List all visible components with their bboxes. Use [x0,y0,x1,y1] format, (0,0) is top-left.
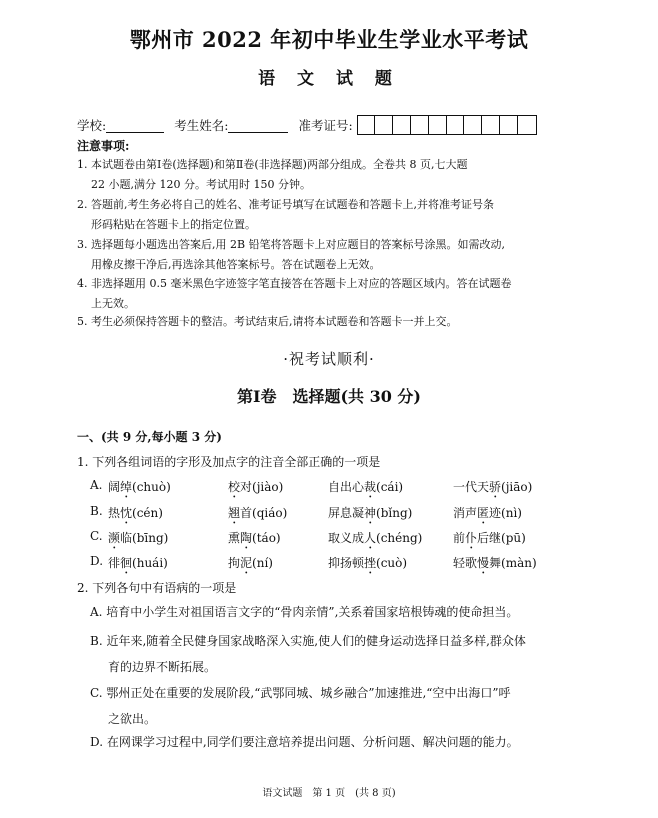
q1-word-item [328,478,403,501]
notes-heading: 注意事项: [77,139,130,153]
q1-word-item [108,554,168,577]
question-1-stem: 1. 下列各组词语的字形及加点字的注音全部正确的一项是 [77,455,381,469]
pinyin: (pū) [501,531,526,545]
pinyin: (cái) [376,480,404,494]
name-field[interactable] [228,118,288,133]
dotted-character: 匿 [477,506,490,520]
note-line: 形码粘贴在答题卡上的指定位置。 [91,218,256,231]
pinyin: (nì) [501,506,522,520]
pinyin: (bǐng) [376,506,413,520]
school-field[interactable] [106,118,164,133]
word-part: 自出心 [328,480,365,494]
dotted-character: 神 [364,506,377,520]
note-line: 1. 本试题卷由第Ⅰ卷(选择题)和第Ⅱ卷(非选择题)两部分组成。全卷共 8 页,七大题 [77,158,468,171]
word-part: 阔 [108,480,121,494]
note-item [77,155,467,195]
note-line: 3. 选择题每小题选出答案后,用 2B 铅笔将答题卡上对应题目的答案标号涂黑。如需改动, [77,238,506,251]
q1-word-item [328,504,412,527]
school-label: 学校: [77,118,107,133]
word-part: 抑扬顿 [328,556,365,570]
q2-option-b [90,628,526,680]
option-line: 育的边界不断拓展。 [108,660,217,674]
option-line: C. 鄂州正处在重要的发展阶段,“武鄂同城、城乡融合”加速推进,“空中出海口”呼 [90,686,511,700]
id-cell[interactable] [500,116,518,134]
page-footer: 语文试题 第 1 页 (共 8 页) [262,788,396,799]
dotted-character: 陶 [240,531,253,545]
q1-word-item [228,478,283,501]
id-cell[interactable] [464,116,482,134]
option-line: A. 培育中小学生对祖国语言文字的“骨肉亲情”,关系着国家培根铸魂的使命担当。 [90,605,519,619]
id-cell[interactable] [375,116,393,134]
pinyin: (màn) [501,556,537,570]
dotted-character: 仆 [465,531,478,545]
dotted-character: 挫 [364,556,377,570]
pinyin: (ní) [252,556,273,570]
q1-word-item [328,554,407,577]
id-cell[interactable] [447,116,465,134]
pinyin: (táo) [252,531,281,545]
name-label: 考生姓名: [174,118,229,133]
dotted-character: 人 [364,531,377,545]
part-heading: 一、(共 9 分,每小题 3 分) [77,430,222,444]
word-part: 一代天 [453,480,490,494]
pinyin: (chuò) [132,480,171,494]
dotted-character: 裁 [364,480,377,494]
note-line: 5. 考生必须保持答题卡的整洁。考试结束后,请将本试题卷和答题卡一并上交。 [77,315,458,328]
note-line: 4. 非选择题用 0.5 毫米黑色字迹签字笔直接答在答题卡上对应的答题区域内。答在试题卷 [77,277,512,290]
pinyin: (bīng) [132,531,169,545]
q1-word-item [228,504,287,527]
q1-word-item [228,529,281,552]
exam-subtitle: 语 文 试 题 [258,69,400,89]
note-item [77,235,505,275]
q1-word-item [108,529,168,552]
dotted-character: 绰 [120,480,133,494]
id-cell[interactable] [482,116,500,134]
pinyin: (cuò) [376,556,408,570]
note-line: 上无效。 [91,297,135,310]
word-part: 屏息凝 [328,506,365,520]
dotted-character: 骄 [489,480,502,494]
dotted-character: 校 [228,480,241,494]
question-2-stem: 2. 下列各句中有语病的一项是 [77,581,237,595]
id-cell[interactable] [411,116,429,134]
id-cell[interactable] [393,116,411,134]
word-part: 对 [240,480,253,494]
word-part: 迹 [489,506,502,520]
q1-word-item [453,504,522,527]
pinyin: (jiāo) [501,480,533,494]
q1-word-item [328,529,422,552]
pinyin: (qiáo) [252,506,288,520]
word-part: 拘 [228,556,241,570]
dotted-character: 濒 [108,531,121,545]
id-cell[interactable] [518,116,536,134]
word-part: 前 [453,531,466,545]
q1-word-item [108,504,163,527]
q1-option-label: D. [90,554,104,568]
q1-option-label: A. [90,478,103,492]
q1-option-label: B. [90,504,103,518]
q1-option-label: C. [90,529,103,543]
pinyin: (huái) [132,556,168,570]
word-part: 临 [120,531,133,545]
note-line: 用橡皮擦干净后,再选涂其他答案标号。答在试题卷上无效。 [91,258,381,271]
word-part: 消声 [453,506,478,520]
q1-word-item [453,529,526,552]
note-line: 22 小题,满分 120 分。考试用时 150 分钟。 [91,178,311,191]
dotted-character: 翘 [228,506,241,520]
id-cell[interactable] [358,116,376,134]
q2-option-a [90,602,518,622]
dotted-character: 徊 [120,556,133,570]
word-part: 首 [240,506,253,520]
word-part: 徘 [108,556,121,570]
word-part: 取义成 [328,531,365,545]
note-item [77,274,511,314]
word-part: 轻歌 [453,556,478,570]
q1-word-item [108,478,171,501]
dotted-character: 忱 [120,506,133,520]
exam-title: 鄂州市 2022 年初中毕业生学业水平考试 [129,27,529,52]
candidate-info-line [77,115,537,135]
option-line: B. 近年来,随着全民健身国家战略深入实施,使人们的健身运动选择日益多样,群众体 [90,634,526,648]
q1-word-item [228,554,273,577]
blessing: ·祝考试顺利· [283,350,375,368]
q2-option-d [90,732,519,752]
dotted-character: 慢 [477,556,490,570]
word-part: 热 [108,506,121,520]
option-line: D. 在网课学习过程中,同学们要注意培养提出问题、分析问题、解决问题的能力。 [90,735,519,749]
word-part: 舞 [489,556,502,570]
exam-id-grid[interactable] [357,115,537,135]
word-part: 后继 [477,531,502,545]
id-label: 准考证号: [298,118,353,133]
pinyin: (jiào) [252,480,284,494]
id-cell[interactable] [429,116,447,134]
q1-word-item [453,478,532,501]
note-line: 2. 答题前,考生务必将自己的姓名、准考证号填写在试题卷和答题卡上,并将准考证号条 [77,198,494,211]
pinyin: (cén) [132,506,163,520]
pinyin: (chéng) [376,531,423,545]
note-item [77,195,494,235]
q2-option-c [90,680,511,732]
dotted-character: 泥 [240,556,253,570]
word-part: 熏 [228,531,241,545]
option-line: 之欲出。 [108,712,157,726]
section-title: 第Ⅰ卷 选择题(共 30 分) [236,387,422,406]
q1-word-item [453,554,537,577]
note-item [77,312,458,332]
